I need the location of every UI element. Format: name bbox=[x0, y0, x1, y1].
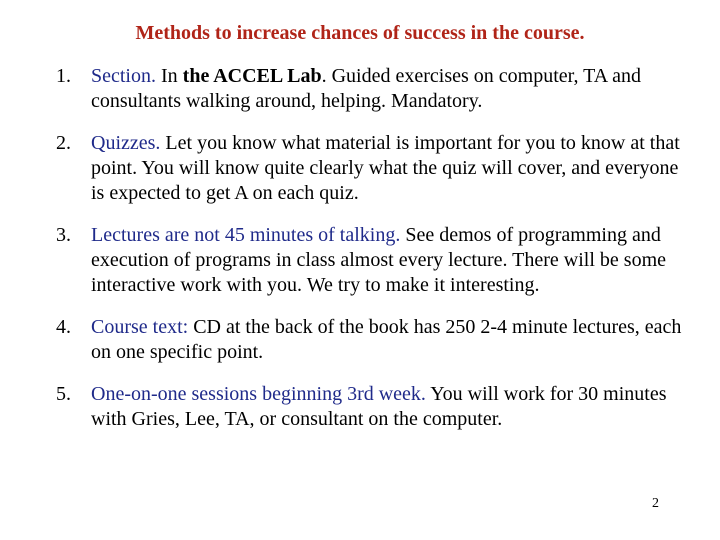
list-item-lectures bbox=[50, 223, 690, 298]
item-heading: Quizzes. bbox=[91, 132, 161, 154]
item-number: 4. bbox=[56, 316, 71, 338]
item-body: See demos of programming and execution of programs in class almost every lecture. There will be some interactive work with you. We try to make it interesting. bbox=[91, 224, 666, 296]
slide-title: Methods to increase chances of success in the course. bbox=[135, 22, 585, 44]
list-item-one-on-one bbox=[50, 382, 690, 432]
list-item-section bbox=[50, 64, 690, 114]
methods-list bbox=[50, 64, 690, 449]
item-body: Let you know what material is important for you to know at that point. You will know quite clearly what the quiz will cover, and everyone is expected to get A on each quiz. bbox=[91, 132, 680, 204]
item-heading: Lectures are not 45 minutes of talking. bbox=[91, 224, 401, 246]
item-heading: Section. bbox=[91, 65, 156, 87]
item-body: In bbox=[156, 65, 183, 87]
list-item-course-text bbox=[50, 315, 690, 365]
item-number: 1. bbox=[56, 65, 71, 87]
item-body-bold: the ACCEL Lab bbox=[182, 65, 322, 87]
item-heading: One-on-one sessions beginning 3rd week. bbox=[91, 383, 426, 405]
item-number: 3. bbox=[56, 224, 71, 246]
item-body: . Guided exercises on computer, TA and consultants walking around, helping. Mandatory. bbox=[91, 65, 641, 112]
item-number: 2. bbox=[56, 132, 71, 154]
item-number: 5. bbox=[56, 383, 71, 405]
page-number: 2 bbox=[652, 496, 659, 511]
item-body: CD at the back of the book has 250 2-4 minute lectures, each on one specific point. bbox=[91, 316, 682, 363]
item-body: You will work for 30 minutes with Gries, Lee, TA, or consultant on the computer. bbox=[91, 383, 667, 430]
item-heading: Course text: bbox=[91, 316, 189, 338]
list-item-quizzes bbox=[50, 131, 690, 206]
